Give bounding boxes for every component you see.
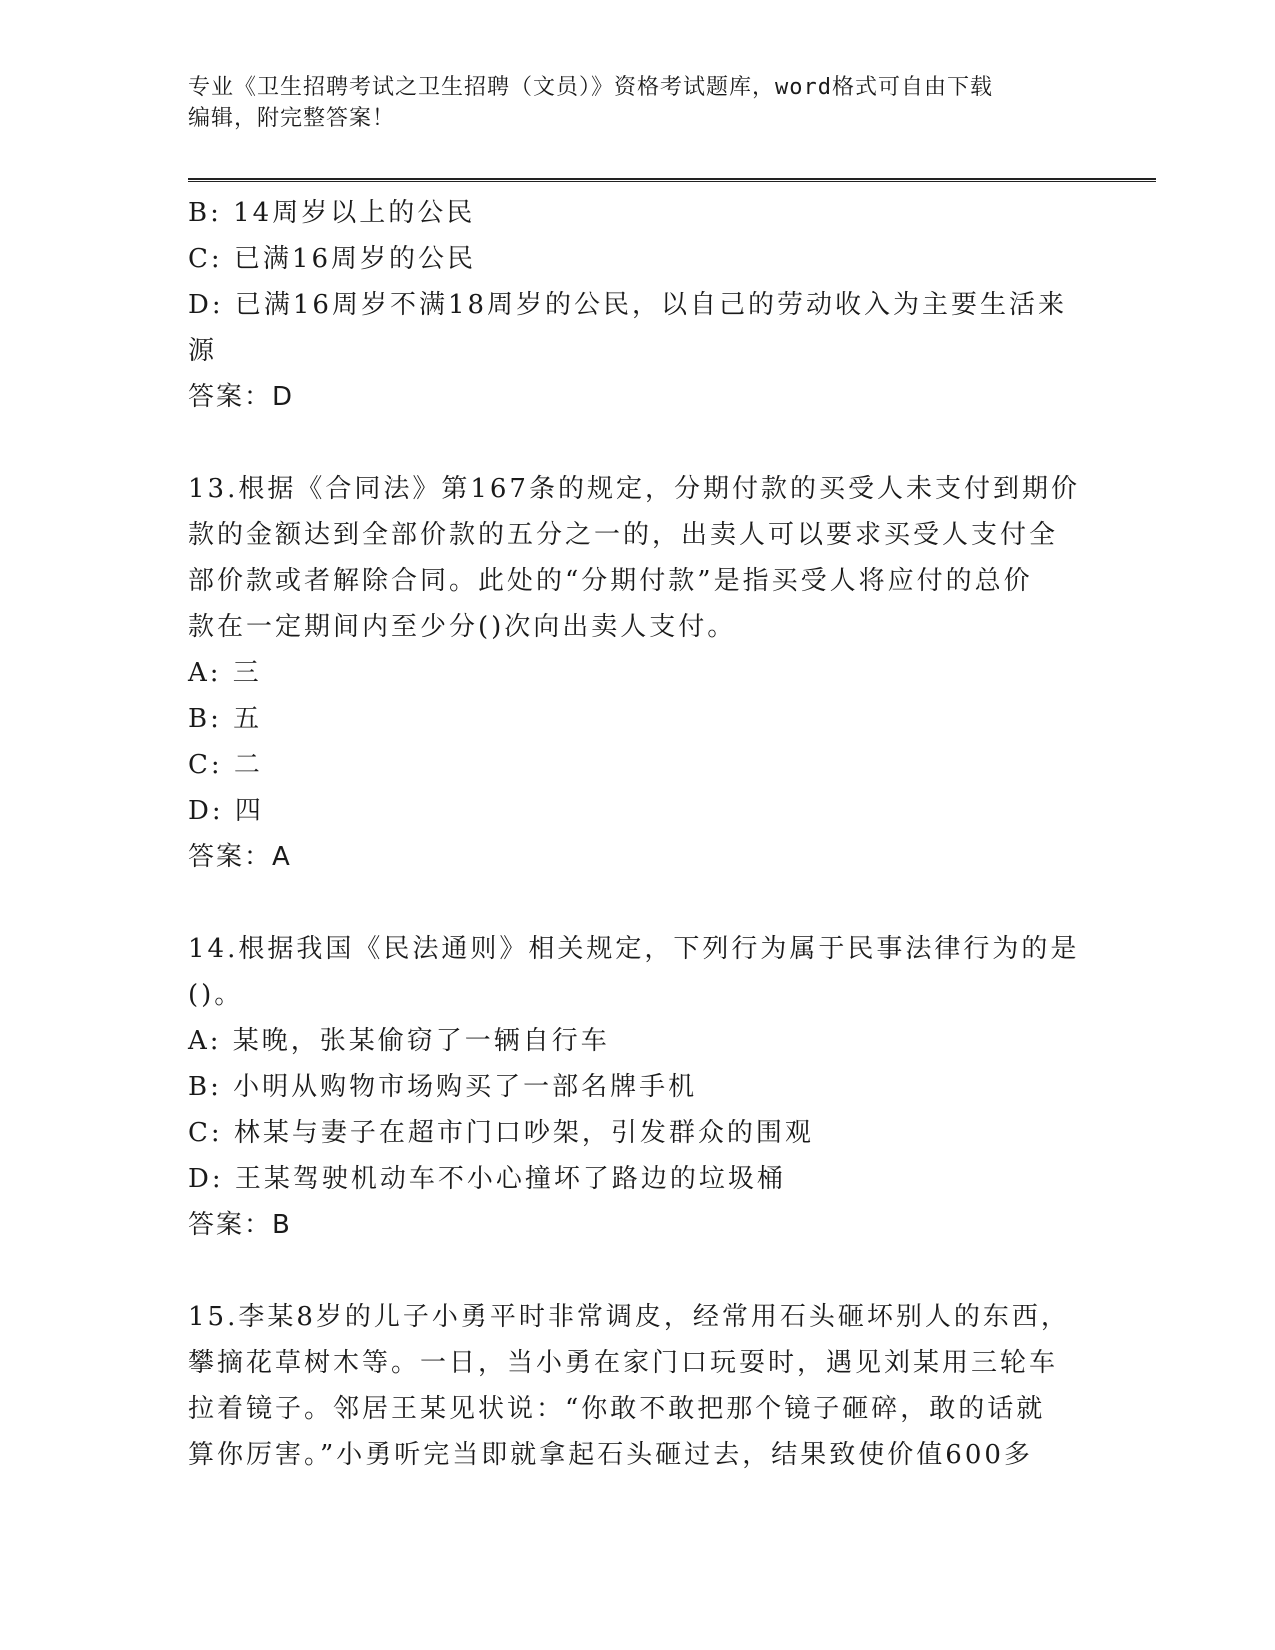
question-12-continued	[188, 190, 1088, 420]
question-text-line: ()。	[188, 980, 244, 1010]
question-15	[188, 1294, 1088, 1478]
option-d: D: 王某驾驶机动车不小心撞坏了路边的垃圾桶	[188, 1164, 786, 1194]
question-text-line: 攀摘花草树木等。一日，当小勇在家门口玩耍时，遇见刘某用三轮车	[188, 1348, 1059, 1378]
answer-label: 答案：A	[188, 842, 292, 872]
option-a: A: 三	[188, 658, 262, 688]
header-divider	[188, 178, 1156, 182]
option-d: D: 已满16周岁不满18周岁的公民，以自己的劳动收入为主要生活来	[188, 290, 1068, 320]
option-b: B: 五	[188, 704, 263, 734]
spacer	[188, 420, 1088, 466]
question-text-line: 拉着镜子。邻居王某见状说：“你敢不敢把那个镜子砸碎，敢的话就	[188, 1394, 1046, 1424]
option-c: C: 林某与妻子在超市门口吵架，引发群众的围观	[188, 1118, 814, 1148]
spacer	[188, 880, 1088, 926]
spacer	[188, 1248, 1088, 1294]
question-text-line: 算你厉害。”小勇听完当即就拿起石头砸过去，结果致使价值600多	[188, 1440, 1033, 1470]
option-c: C: 已满16周岁的公民	[188, 244, 477, 274]
option-a: A: 某晚，张某偷窃了一辆自行车	[188, 1026, 610, 1056]
answer-label: 答案：D	[188, 382, 295, 412]
answer-label: 答案：B	[188, 1210, 292, 1240]
question-text-line: 款的金额达到全部价款的五分之一的，出卖人可以要求买受人支付全	[188, 520, 1059, 550]
document-header	[188, 72, 1088, 134]
question-text-line: 15.李某8岁的儿子小勇平时非常调皮，经常用石头砸坏别人的东西，	[188, 1302, 1070, 1332]
question-14	[188, 926, 1088, 1248]
question-text-line: 14.根据我国《民法通则》相关规定，下列行为属于民事法律行为的是	[188, 934, 1080, 964]
question-text-line: 款在一定期间内至少分()次向出卖人支付。	[188, 612, 737, 642]
option-d: D: 四	[188, 796, 264, 826]
question-content	[188, 190, 1088, 1478]
option-d-continued: 源	[188, 336, 218, 366]
option-b: B: 小明从购物市场购买了一部名牌手机	[188, 1072, 698, 1102]
header-line-1: 专业《卫生招聘考试之卫生招聘（文员）》资格考试题库，word格式可自由下载	[188, 75, 993, 100]
option-b: B: 14周岁以上的公民	[188, 198, 476, 228]
option-c: C: 二	[188, 750, 263, 780]
header-line-2: 编辑，附完整答案！	[188, 106, 396, 131]
question-text-line: 13.根据《合同法》第167条的规定，分期付款的买受人未支付到期价	[188, 474, 1080, 504]
question-13	[188, 466, 1088, 880]
question-text-line: 部价款或者解除合同。此处的“分期付款”是指买受人将应付的总价	[188, 566, 1033, 596]
